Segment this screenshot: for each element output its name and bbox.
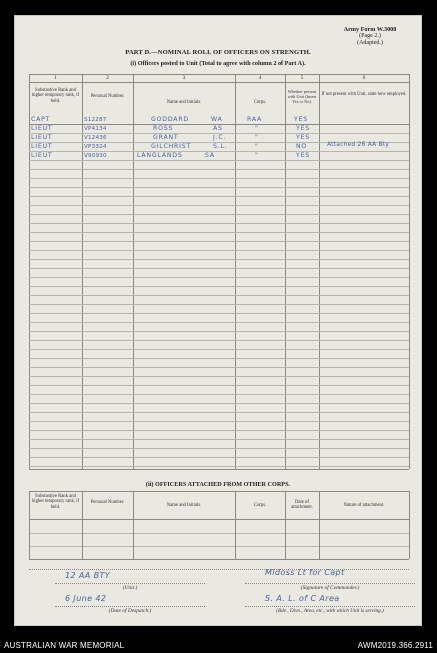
row5-initials: SA [205, 152, 215, 159]
row3-present: YES [296, 134, 311, 141]
row4-rank: LIEUT [31, 143, 53, 150]
row4-name: GILCHRIST [151, 143, 192, 150]
row5-corps: " [255, 152, 259, 159]
row4-present: NO [296, 143, 308, 150]
ruled-line [29, 340, 409, 341]
row2-number: VP4134 [84, 126, 107, 132]
unit-value: 12 AA BTY [65, 571, 111, 580]
row5-number: V90930 [84, 153, 107, 159]
form-page [14, 15, 422, 626]
header-personal-number: Personal Number. [90, 94, 125, 99]
ruled-line [29, 187, 409, 188]
ruled-line [29, 178, 409, 179]
ruled-line [29, 367, 409, 368]
row1-corps: RAA [247, 116, 263, 123]
ruled-line [29, 214, 409, 215]
attached-header-name: Name and Initials. [166, 503, 202, 508]
header-rank: Substantive Rank and higher temporary rank, if held. [31, 88, 80, 104]
ruled-line [29, 376, 409, 377]
row3-number: V12436 [84, 135, 107, 141]
section-i-title: (i) Officers posted to Unit (Total to agree with column 2 of Part A). [130, 60, 306, 67]
form-identifier [335, 26, 405, 47]
form-page-number: (Page 2.) [359, 33, 381, 39]
ruled-line [29, 151, 409, 152]
ruled-line [29, 448, 409, 449]
ruled-line [29, 196, 409, 197]
ruled-line [29, 223, 409, 224]
ruled-line [29, 268, 409, 269]
form-number: Army Form W.3008 [343, 26, 397, 33]
despatch-date-label: (Date of Despatch.) [108, 608, 152, 614]
col-number-5: 5 [300, 75, 304, 81]
row4-initials: S.L. [213, 143, 228, 150]
unit-label: (Unit.) [122, 585, 138, 591]
row5-present: YES [296, 152, 311, 159]
row5-rank: LIEUT [31, 152, 53, 159]
form-adapted: (Adapted.) [357, 40, 383, 46]
ruled-line [29, 259, 409, 260]
ruled-line [29, 277, 409, 278]
row1-rank: CAPT [31, 116, 51, 123]
ruled-line [29, 394, 409, 395]
ruled-line [29, 295, 409, 296]
row3-rank: LIEUT [31, 134, 53, 141]
section-ii-title: (ii) OFFICERS ATTACHED FROM OTHER CORPS. [145, 481, 291, 488]
header-present: Whether present with Unit (Insert Yes or No). [287, 89, 317, 104]
row3-initials: J.C. [213, 134, 227, 141]
signature-value: Mldoss Lt for Capt [265, 568, 345, 577]
row1-name: GODDARD [151, 116, 189, 123]
ruled-line [29, 331, 409, 332]
ruled-line [29, 430, 409, 431]
archive-caption-left: AUSTRALIAN WAR MEMORIAL [4, 641, 125, 650]
ruled-line [29, 349, 409, 350]
row3-corps: " [255, 134, 259, 141]
ruled-line [29, 439, 409, 440]
archive-caption-right: AWM2019.366.2911 [357, 641, 433, 650]
row2-corps: " [255, 125, 259, 132]
ruled-line [29, 160, 409, 161]
row2-present: YES [296, 125, 311, 132]
area-value: S. A. L. of C Area [265, 594, 340, 603]
attached-header-date: Date of attachment. [291, 500, 313, 511]
despatch-date-value: 6 June 42 [65, 594, 107, 603]
ruled-line [29, 169, 409, 170]
col-number-6: 6 [362, 75, 366, 81]
signature-label: (Signature of Commander.) [300, 585, 360, 591]
row2-initials: AS [213, 125, 223, 132]
ruled-line [29, 322, 409, 323]
col-number-4: 4 [258, 75, 262, 81]
ruled-line [29, 358, 409, 359]
attached-header-corps: Corps. [253, 503, 267, 508]
ruled-line [29, 313, 409, 314]
ruled-line [29, 286, 409, 287]
row2-rank: LIEUT [31, 125, 53, 132]
row1-initials: WA [211, 116, 223, 123]
ruled-line [29, 466, 409, 467]
ruled-line [29, 205, 409, 206]
row1-present: YES [294, 116, 309, 123]
row4-employed: Attached 26 AA Bty [327, 142, 390, 148]
ruled-line [29, 421, 409, 422]
header-employed: If not present with Unit, state how employed. [321, 92, 407, 97]
row4-number: VP3324 [84, 144, 107, 150]
attached-header-number: Personal Number. [90, 500, 125, 505]
area-label: (Bde., Divn., Area, etc., with which Unit is serving.) [276, 608, 384, 614]
header-name: Name and Initials. [166, 100, 202, 105]
attached-header-nature: Nature of attachment. [343, 503, 385, 508]
row1-number: S12287 [84, 117, 107, 123]
ruled-line [29, 232, 409, 233]
ruled-line [29, 250, 409, 251]
ruled-line [29, 385, 409, 386]
col-number-3: 3 [182, 75, 186, 81]
part-title: PART D.—NOMINAL ROLL OF OFFICERS ON STRENGTH. [125, 49, 311, 56]
row4-corps: " [255, 143, 259, 150]
ruled-line [29, 457, 409, 458]
row5-name: LANGLANDS [137, 152, 183, 159]
ruled-line [29, 304, 409, 305]
col-number-1: 1 [54, 75, 57, 81]
col-number-2: 2 [106, 75, 109, 81]
ruled-line [29, 241, 409, 242]
ruled-line [29, 412, 409, 413]
attached-header-rank: Substantive Rank and higher temporary rank, if held. [31, 494, 80, 510]
header-corps: Corps. [253, 100, 267, 105]
row2-name: ROSS [153, 125, 174, 132]
ruled-line [29, 403, 409, 404]
row3-name: GRANT [153, 134, 179, 141]
